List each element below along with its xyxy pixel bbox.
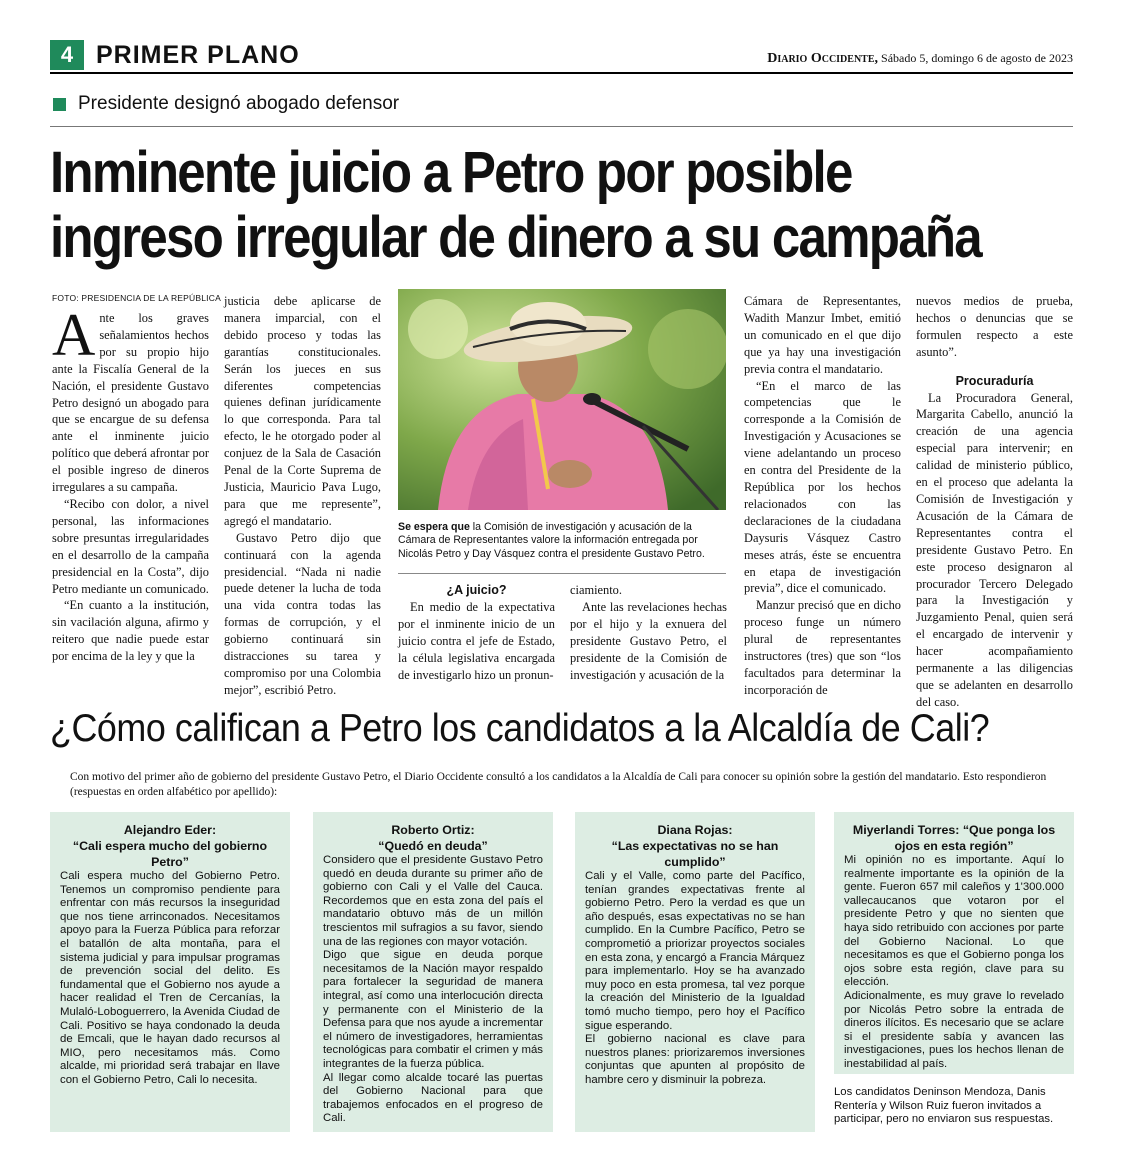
section-label: PRIMER PLANO	[96, 41, 300, 69]
candidate-box-ortiz	[313, 812, 553, 1132]
article-paragraph: Cámara de Representantes, Wadith Manzur Imbet, emitió un comunicado en el que dijo que ya hay una investigación previa contra el mandatario.	[744, 294, 901, 376]
article-paragraph: Manzur precisó que en dicho proceso funge un número plural de representantes instructores (tres) que son “los facultados para determinar la incorporación de	[744, 598, 901, 697]
article-paragraph: nuevos medios de prueba, hechos o denuncias que se formulen respecto a este asunto”.	[916, 294, 1073, 359]
article-column-2	[224, 293, 381, 699]
president-photo	[398, 289, 726, 510]
candidate-name: Alejandro Eder:	[123, 823, 217, 837]
page-number: 4	[50, 40, 84, 70]
candidate-answer	[313, 854, 553, 1126]
candidate-answer	[834, 854, 1074, 1072]
answer-paragraph: Mi opinión no es importante. Aquí lo realmente importante es la opinión de la gente. Fueron 657 mil caleños y 1'300.000 vallecaucanos que votaron por el presidente Petro y que no sienten que haya sido retribuido con acciones por parte del Gobierno Nacional. Lo que necesitamos es que el Gobierno ponga los ojos sobre esta región, clave para su elección.	[844, 854, 1064, 989]
newspaper-name: Diario Occidente,	[767, 51, 879, 66]
drop-cap: A	[52, 302, 96, 368]
kicker-rule	[50, 126, 1073, 127]
caption-text: la Comisión de investigación y acusación de la Cámara de Representantes valore la información entregada por Nicolás Petro y Day Vásquez contra el presidente Gustavo Petro.	[398, 521, 705, 560]
candidate-heading	[50, 812, 290, 870]
candidate-quote: “Las expectativas no se han cumplido”	[611, 839, 779, 869]
candidate-heading	[834, 812, 1074, 854]
kicker-square-icon	[53, 98, 66, 111]
article-paragraph: La Procuradora General, Margarita Cabello, anunció la creación de una agencia especial para intervenir; en calidad de ministerio público, en el proceso que adelanta la Comisión de Investigación y Acusación de la Cámara de Representantes contra el presidente Gustavo Petro. En este proceso designaron al procurador Tercero Delegado para la Investigación y Juzgamiento Penal, quien será el encargado de intervenir y hacer acompañamiento permanente a las diligencias que se adelanten en desarrollo del caso.	[916, 390, 1073, 709]
article-paragraph: justicia debe aplicarse de manera imparcial, con el debido proceso y todas las garantías constitucionales. Serán los jueces en sus diferentes competencias quienes definan jurídicamente lo que corresponda. Para tal efecto, le he otorgado poder al conjuez de la Sala de Casación Penal de la Corte Suprema de Justicia, Mauricio Pava Lugo, para que me represente”, agregó el mandatario.	[224, 294, 381, 528]
article-paragraph: Ante los graves señalamientos hechos por su propio hijo ante la Fiscalía General de la Nación, el presidente Gustavo Petro designó un abogado para que se encargue de su defensa ante el inminente juicio político que deberá afrontar por el posible ingreso de dineros irregulares a su campaña.	[52, 302, 209, 495]
candidate-quote: “Quedó en deuda”	[378, 839, 488, 853]
headline	[50, 140, 981, 270]
candidate-name: Roberto Ortiz:	[391, 823, 475, 837]
headline-line-2: ingreso irregular de dinero a su campaña	[50, 205, 981, 270]
article-paragraph: Gustavo Petro dijo que continuará con la agenda presidencial. “Nada ni nadie puede detener la lucha de toda una vida contra todas las formas de corrupción, y el gobierno continuará sin distracciones su tarea y compromiso por una Colombia mejor”, escribió Petro.	[224, 530, 381, 697]
subhead-a-juicio: ¿A juicio?	[446, 583, 507, 597]
article-column-1	[52, 302, 209, 665]
photo-caption	[398, 521, 726, 561]
answer-paragraph: Adicionalmente, es muy grave lo revelado por Nicolás Petro sobre la entrada de dineros ilícitos. Es necesario que se aclare si el presidente sabía y avancen las investigaciones, pues los hechos llenan de inestabilidad al país.	[844, 989, 1064, 1070]
caption-lead: Se espera que	[398, 521, 470, 533]
photo-credit: FOTO: PRESIDENCIA DE LA REPÚBLICA	[52, 293, 221, 303]
masthead	[767, 50, 1073, 67]
answer-paragraph: Cali y el Valle, como parte del Pacífico, tenían grandes expectativas frente al gobierno Petro. Pero la verdad es que un año después, esas expectativas no se han cumplido. En la Cumbre Pacífico, Petro se comprometió a priorizar proyectos sociales en esta zona, y encargó a Francia Márquez para implementarlo. Hoy se ha avanzado muy poco en esta promesa, tal vez porque la creación del Ministerio de la Igualdad tomó mucho tiempo, pero hoy el Pacífico sigue esperando.	[585, 870, 805, 1032]
candidate-box-eder	[50, 812, 290, 1132]
article-column-3	[398, 582, 555, 683]
answer-paragraph: Considero que el presidente Gustavo Petro quedó en deuda durante su primer año de gobierno con Cali y el Valle del Cauca. Recordemos que en esta zona del país el mandatario obtuvo más de un millón trescientos mil sufragios a su favor, siendo una de las regiones con mayor votación.	[323, 854, 543, 948]
issue-date: Sábado 5, domingo 6 de agosto de 2023	[881, 51, 1073, 65]
headline-line-1: Inminente juicio a Petro por posible	[50, 140, 852, 205]
article-column-4	[570, 582, 727, 683]
survey-intro: Con motivo del primer año de gobierno del presidente Gustavo Petro, el Diario Occidente consultó a los candidatos a la Alcaldía de Cali para conocer su opinión sobre la gestión del mandatario. Esto respondieron (respuestas en orden alfabético por apellido):	[70, 771, 1047, 798]
candidate-box-torres	[834, 812, 1074, 1074]
article-column-5	[744, 293, 901, 699]
candidate-answer	[575, 870, 815, 1088]
kicker: Presidente designó abogado defensor	[78, 93, 400, 114]
article-paragraph: “En el marco de las competencias que le corresponde a la Comisión de Investigación y Acusaciones se viene adelantando un proceso en contra del Presidente de la República por los hechos relacionados con las declaraciones de la ciudadana Daysuris Vásquez Castro meses atrás, éste se encuentra en etapa de investigación previa”, dice el comunicado.	[744, 378, 901, 596]
candidate-name: Diana Rojas:	[657, 823, 733, 837]
president-photo-illustration	[398, 289, 726, 510]
candidate-heading	[575, 812, 815, 870]
candidate-box-rojas	[575, 812, 815, 1132]
candidate-heading	[313, 812, 553, 854]
answer-paragraph: El gobierno nacional es clave para nuestros planes: priorizaremos inversiones conjuntas que apunten al propósito de hambre cero y disminuir la pobreza.	[585, 1033, 805, 1086]
article-paragraph: “Recibo con dolor, a nivel personal, las informaciones sobre presuntas irregularidades en el desarrollo de la campaña presidencial en la Costa”, dijo Petro mediante un comunicado.	[52, 496, 209, 596]
candidate-quote: “Que ponga los ojos en esta región”	[894, 823, 1056, 853]
article-column-6	[916, 293, 1073, 711]
answer-paragraph: Digo que sigue en deuda porque necesitamos de la Nación mayor respaldo para fortalecer la seguridad de manera integral, así como una interlocución directa y permanente con el Ministerio de la Defensa para que nos ayude a incrementar el número de investigadores, herramientas tecnológicas para combatir el crimen y más integrantes de la fuerza pública.	[323, 949, 543, 1070]
candidate-answer	[50, 870, 290, 1088]
article-paragraph: “En cuanto a la institución, sin vacilación alguna, afirmo y reitero que nadie puede estar por encima de la ley y que la	[52, 598, 209, 664]
survey-footnote: Los candidatos Deninson Mendoza, Danis Rentería y Wilson Ruiz fueron invitados a participar, pero no enviaron sus respuestas.	[834, 1086, 1054, 1126]
caption-rule	[398, 573, 726, 574]
answer-paragraph: Al llegar como alcalde tocaré las puertas del Gobierno Nacional para que trabajemos enfocados en el progreso de Cali.	[323, 1071, 543, 1125]
candidate-quote: “Cali espera mucho del gobierno Petro”	[72, 839, 268, 869]
candidate-name: Miyerlandi Torres:	[852, 823, 960, 837]
article-paragraph: ciamiento.	[570, 583, 622, 597]
article-paragraph: En medio de la expectativa por el inminente inicio de un juicio contra el jefe de Estado, la célula legislativa encargada de investigarlo hizo un pronun-	[398, 599, 555, 682]
answer-paragraph: Cali espera mucho del Gobierno Petro. Tenemos un compromiso pendiente para enfrentar con más recursos la inseguridad que nos tiene arrinconados. Necesitamos apoyo para la Fuerza Pública para reforzar el batallón de alta montaña, para el sistema judicial y para impulsar programas de prevención social del delito. Es fundamental que el Gobierno nos ayude a hacer realidad el Tren de Cercanías, la Mulaló-Loboguerrero, la Avenida Ciudad de Cali. Positivo se haya condonado la deuda de Emcali, que le hayan dado recursos al MIO, pero necesitamos más. Como alcalde, mi prioridad será trabajar en llave con el Gobierno Petro, Cali lo necesita.	[60, 870, 280, 1086]
subhead-procuraduria: Procuraduría	[955, 373, 1034, 388]
header-rule	[50, 72, 1073, 74]
survey-headline: ¿Cómo califican a Petro los candidatos a la Alcaldía de Cali?	[50, 707, 990, 750]
article-paragraph: Ante las revelaciones hechas por el hijo y la exnuera del presidente Gustavo Petro, el presidente de la Comisión de investigación y acusación de la	[570, 599, 727, 682]
